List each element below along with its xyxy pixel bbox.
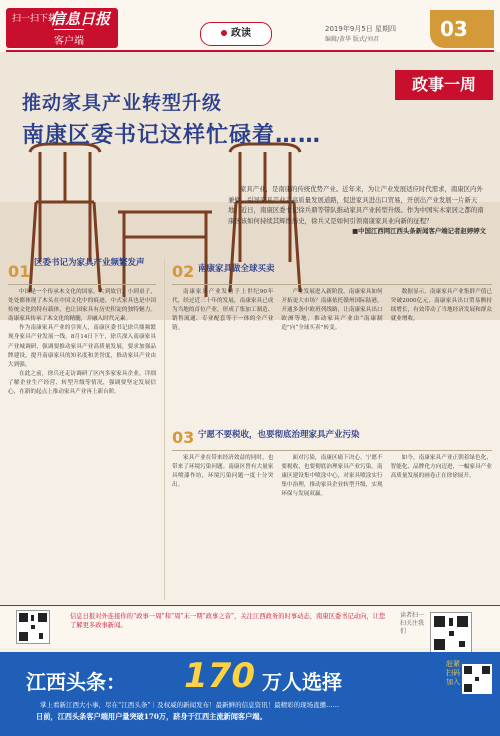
section-title-01: 区委书记为家具产业频繁发声: [34, 258, 145, 268]
intro-text: 家具产业，是南康的传统优势产业。近年来，为让产业发展适应时代需求，南康区内外兼修，引导家具产业走高质量发展道路，促进家具进出口贸易，开创出产业发展一片新天地。近日，南康区委书记徐兵鼎等带队推动家具产业转型升级。作为中国实木家居之都的南康区该如何持续其辉煌历史，徐兵又是如何引领南康家具业向新的征程？: [228, 185, 484, 225]
article-column-01: [8, 288, 156, 600]
promo-text: 信息日报对外连接你的“政事一周”和“周”末一期“政事之音”，关注江西政务的时事动态，南康区委书记动向，让您了解更多政事新闻。: [70, 613, 386, 629]
article-column-03: [172, 454, 492, 600]
download-app-badge[interactable]: [6, 8, 118, 48]
issue-date: 2019年9月5日 星期四: [325, 25, 396, 33]
client-label: 客户端: [54, 29, 84, 47]
paragraph: 数据显示，南康家具产业集群产值已突破2000亿元，南康家具出口贸易额持续增长，有效带动了当地经济发展和群众就业增收。: [390, 289, 492, 323]
page-number: 03: [430, 10, 494, 48]
qr-code-icon[interactable]: [430, 612, 472, 654]
qr-pattern: [462, 664, 492, 694]
weekly-tag: 政事一周: [395, 70, 493, 100]
section-tab[interactable]: [200, 22, 272, 46]
section-number-02: 02: [172, 262, 195, 281]
paragraph: 在此之前，徐兵还走访调研了区内多家家具企业，详细了解企业生产经营、转型升级等情况，强调要坚定发展信心，在新的起点上推动家具产业再上新台阶。: [8, 370, 156, 396]
bullet-dot-icon: [221, 30, 227, 36]
headline-secondary: 南康区委书记这样忙碌着……: [22, 123, 322, 148]
paragraph: 作为南康家具产业的引领人，南康区委书记徐兵鼎频繁现身家具产业发展一线。8月14日下午，徐兵深入南康家具产业城调研，强调要推动家具产业高质量发展，要求加强品牌建设，提升南康家具的知名度和美誉度，推动家具产业由大到强。: [8, 325, 156, 368]
editor-credits: 编辑/黄华 版式/刘君: [325, 36, 379, 43]
column-divider: [164, 258, 165, 600]
section-title-02: 南康家具做全球买卖: [198, 264, 275, 274]
ad-side-text: 赶紧扫码加入: [446, 660, 460, 686]
article-column-02: [172, 288, 492, 418]
ad-unit: 万人选择: [262, 670, 342, 694]
section-number-03: 03: [172, 428, 195, 447]
paragraph: 南康家具产业发轫于上世纪90年代，经过近三十年的发展，南康家具已成为当地的首位产业，形成了集加工制造、销售流通、专业配套等于一体的全产业链。: [172, 289, 274, 332]
qr-code-icon[interactable]: [462, 664, 492, 694]
qr-label: 读者扫一扫关注我们: [400, 612, 425, 635]
section-divider: [172, 450, 492, 451]
qr-pattern: [17, 611, 49, 643]
paragraph: 产业发展进入新阶段，南康家具如何开拓更大市场？南康依托赣州国际陆港，开通多条中欧班列线路，让南康家具出口欧洲等地，推动家具产业由“南康制造”向“全球买卖”转变。: [281, 289, 383, 332]
intro-paragraph: [228, 184, 486, 237]
section-number-01: 01: [8, 262, 31, 281]
qr-pattern: [431, 613, 471, 653]
paper-name: 信息日报: [50, 10, 111, 28]
scan-download-label: 扫一扫下载: [12, 14, 58, 24]
section-divider: [8, 284, 156, 285]
ad-number: 170: [184, 656, 255, 696]
section-title-03: 宁愿不要税收，也要彻底治理家具产业污染: [198, 430, 360, 440]
paragraph: 家具产业在带来经济效益的同时，也带来了环境污染问题。南康区曾有大量家具喷漆作坊，环境污染问题一度十分突出。: [172, 455, 274, 489]
section-label: 政读: [231, 28, 251, 39]
paragraph: 中国是一个传承木文化的国家。大到故宫，小到桌子，处处都体现了木头在中国文化中的痕迹，中式家具也是中国传统文化的特有载体，也让国家具有历史积淀的独特魅力。南康家具传承了木文化的精髓，并融入时代元素。: [8, 289, 156, 323]
paragraph: 如今，南康家具产业正朝着绿色化、智能化、品牌化方向迈进，一幅家具产业高质量发展的画卷正在徐徐展开。: [390, 455, 492, 480]
intro-author: ■中国江西网江西头条新闻客户端记者赵婷婷文: [352, 227, 486, 235]
ad-title: 江西头条：: [26, 670, 126, 694]
headline-primary: 推动家具产业转型升级: [22, 92, 223, 114]
ad-announcement: 日前，江西头条客户端用户量突破170万，跻身于江西主流新闻客户端。: [36, 712, 267, 721]
qr-code-icon[interactable]: [16, 610, 50, 644]
section-divider: [172, 284, 492, 285]
ad-tagline: 掌上看新江西大小事，尽在“江西头条”｜及权威的新闻发布！最新鲜的信息资讯！最精彩的现场直播……: [40, 701, 340, 709]
paragraph: 面对污染，南康区痛下决心，宁愿不要税收，也要彻底治理家具产业污染。南康区建设集中喷涂中心，对家具喷涂实行集中治理，推动家具企业转型升级，实现环保与发展双赢。: [281, 455, 383, 498]
